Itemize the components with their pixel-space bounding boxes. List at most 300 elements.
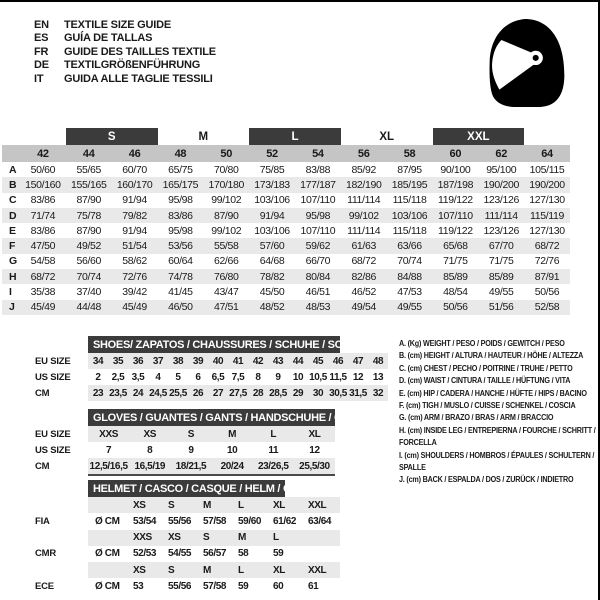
table-cell: 67/70 xyxy=(488,240,514,253)
table-cell: 83/86 xyxy=(168,209,193,222)
table-cell: 55/56 xyxy=(168,580,192,592)
table-cell: 49/52 xyxy=(76,240,101,253)
table-row xyxy=(35,385,388,401)
table-cell: S xyxy=(187,428,195,440)
language-row xyxy=(34,19,216,32)
row-cells xyxy=(88,426,335,442)
table-row xyxy=(35,546,340,563)
table-cell: 91/94 xyxy=(122,194,147,207)
table-cell: 123/126 xyxy=(483,194,519,207)
table-cell: 24,5 xyxy=(149,387,167,399)
table-cell: 95/98 xyxy=(305,209,331,222)
table-cell: 160/170 xyxy=(116,178,153,191)
table-cell: 60 xyxy=(273,580,284,592)
table-cell: 30 xyxy=(312,387,324,399)
row-cells xyxy=(88,458,335,474)
table-cell: 75/78 xyxy=(76,209,101,222)
table-cell: 25,5 xyxy=(169,387,187,399)
row-cells xyxy=(88,385,388,401)
table-cell: 54/58 xyxy=(30,255,56,268)
unit-label: Ø CM xyxy=(95,548,120,560)
table-cell: 8 xyxy=(255,371,261,383)
row-letter: F xyxy=(9,240,16,253)
table-cell: 46/50 xyxy=(168,301,193,314)
table-cell: 37/40 xyxy=(76,286,101,299)
size-column-header: 56 xyxy=(357,147,370,160)
row-label: EU SIZE xyxy=(35,355,71,367)
language-row xyxy=(34,46,216,59)
table-cell: 2,5 xyxy=(111,371,125,383)
table-cell: 83/86 xyxy=(30,194,56,207)
helmet-size-header: XXL xyxy=(308,564,327,576)
row-cells xyxy=(88,578,340,595)
legend-item: F. (cm) TIGH / MUSLO / CUISSE / SCHENKEL / COSCIA xyxy=(399,400,576,411)
table-cell: 90/100 xyxy=(440,163,471,176)
helmet-table xyxy=(35,480,340,595)
table-cell: 46/52 xyxy=(351,286,376,299)
table-cell: 39 xyxy=(192,355,204,367)
table-row xyxy=(35,530,340,546)
table-cell: 4 xyxy=(155,371,161,383)
row-label: CM xyxy=(35,460,50,472)
table-cell: 71/75 xyxy=(443,255,468,268)
table-cell: 63/64 xyxy=(308,515,332,527)
table-cell: 70/80 xyxy=(213,163,239,176)
row-cells xyxy=(88,530,340,546)
table-cell: 71/74 xyxy=(30,209,56,222)
table-cell: 59/62 xyxy=(305,240,331,253)
table-cell: 37 xyxy=(152,355,164,367)
table-cell: 95/100 xyxy=(486,163,517,176)
table-cell: 61/62 xyxy=(273,515,297,527)
table-cell: 49/54 xyxy=(351,301,376,314)
language-row xyxy=(34,32,216,45)
table-cell: 57/58 xyxy=(203,580,227,592)
helmet-rows xyxy=(35,497,340,595)
size-group-band: XXL xyxy=(433,128,525,145)
language-code: EN xyxy=(34,19,49,31)
table-cell: 85/92 xyxy=(351,163,376,176)
row-label: US SIZE xyxy=(35,371,71,383)
size-column-header: 44 xyxy=(82,147,95,160)
table-cell: 53/54 xyxy=(133,515,157,527)
row-label: CM xyxy=(35,387,50,399)
size-group-band: L xyxy=(249,128,341,145)
table-cell: 115/118 xyxy=(392,224,427,237)
helmet-size-header: XXL xyxy=(308,499,327,511)
table-cell: 48 xyxy=(372,355,384,367)
language-title: GUIDE DES TAILLES TEXTILE xyxy=(64,45,216,58)
table-cell: 23/26,5 xyxy=(257,460,289,472)
language-title: TEXTILGRÖßENFÜHRUNG xyxy=(64,59,201,72)
table-cell: 115/119 xyxy=(530,209,564,222)
size-column-header: 50 xyxy=(220,147,233,160)
table-row xyxy=(2,177,570,192)
table-cell: 6 xyxy=(195,371,201,383)
table-row xyxy=(2,284,570,299)
row-cells xyxy=(88,369,388,385)
size-column-header: 64 xyxy=(541,147,553,160)
table-cell: 52/58 xyxy=(534,301,560,314)
row-cells xyxy=(88,497,340,513)
legend-item: J. (cm) BACK / ESPALDA / DOS / ZURÜCK / INDIETRO xyxy=(399,474,574,485)
table-cell: 87/91 xyxy=(534,270,560,283)
table-row xyxy=(35,458,335,474)
table-cell: 182/190 xyxy=(345,178,382,191)
language-list xyxy=(34,19,216,86)
gloves-rows xyxy=(35,426,335,474)
helmet-size-header: M xyxy=(238,532,246,543)
table-cell: 6,5 xyxy=(211,371,225,383)
language-title: GUÍA DE TALLAS xyxy=(64,32,153,45)
unit-label: Ø CM xyxy=(95,515,120,527)
table-cell: 23 xyxy=(92,387,104,399)
table-cell: 20/24 xyxy=(220,460,244,472)
table-cell: 55/58 xyxy=(213,240,239,253)
language-code: ES xyxy=(34,32,49,45)
table-cell: 26 xyxy=(192,387,204,399)
table-cell: 87/90 xyxy=(76,224,101,237)
legend-item: A. (Kg) WEIGHT / PESO / POIDS / GEWITCH / PESO xyxy=(399,338,565,348)
unit-label: Ø CM xyxy=(95,580,120,592)
measurement-rows xyxy=(2,162,570,315)
table-cell: 60/70 xyxy=(122,163,147,176)
size-column-header: 42 xyxy=(37,147,49,160)
table-cell: 80/84 xyxy=(305,270,331,283)
table-cell: 87/90 xyxy=(213,209,239,222)
legend-item: H. (cm) INSIDE LEG / ENTREPIERNA / FOURCHE / SCHRITT / FORCELLA xyxy=(399,424,596,448)
textile-size-table xyxy=(2,128,570,315)
table-cell: 173/183 xyxy=(254,178,290,191)
table-cell: 127/130 xyxy=(529,194,565,207)
shoes-rows xyxy=(35,353,388,401)
table-cell: 75/85 xyxy=(259,163,285,176)
table-cell: 39/42 xyxy=(122,286,147,299)
size-group-band: M xyxy=(198,130,209,143)
language-title: TEXTILE SIZE GUIDE xyxy=(64,19,172,31)
table-cell: 43 xyxy=(272,355,284,367)
table-cell: 68/72 xyxy=(351,255,376,268)
table-cell: 27,5 xyxy=(229,387,247,399)
table-cell: 111/114 xyxy=(347,194,381,207)
table-cell: 53/56 xyxy=(168,240,193,253)
table-cell: 23,5 xyxy=(109,387,127,399)
table-cell: 41 xyxy=(232,355,244,367)
table-cell: 56/60 xyxy=(76,255,101,268)
row-letter: H xyxy=(9,270,17,283)
table-cell: 72/76 xyxy=(534,255,560,268)
table-cell: 103/106 xyxy=(254,194,290,207)
row-label: US SIZE xyxy=(35,444,71,456)
size-group-band: S xyxy=(66,128,158,145)
table-cell: 62/66 xyxy=(213,255,239,268)
table-cell: 18/21,5 xyxy=(175,460,207,472)
legend-item: C. (cm) CHEST / PECHO / POITRINE / TRUHE / PETTO xyxy=(399,362,573,373)
row-cells xyxy=(88,562,340,578)
table-row xyxy=(2,300,570,315)
table-row xyxy=(2,193,570,208)
table-cell: 56/57 xyxy=(203,548,227,560)
row-letter: G xyxy=(9,255,17,268)
table-cell: 59 xyxy=(238,580,249,592)
table-cell: 84/88 xyxy=(397,270,422,283)
table-cell: 115/118 xyxy=(392,194,427,207)
table-cell: 59/60 xyxy=(238,515,262,527)
table-cell: 185/195 xyxy=(391,178,428,191)
table-cell: 46/51 xyxy=(305,286,331,299)
table-cell: 44 xyxy=(292,355,304,367)
table-cell: 48/53 xyxy=(305,301,331,314)
row-label xyxy=(35,562,88,578)
size-column-header: 48 xyxy=(174,147,187,160)
size-column-header: 54 xyxy=(312,147,324,160)
table-cell: 3,5 xyxy=(131,371,145,383)
table-cell: 85/89 xyxy=(443,270,468,283)
table-cell: 165/175 xyxy=(162,178,199,191)
table-row xyxy=(35,562,340,578)
table-cell: 30,5 xyxy=(329,387,347,399)
row-label: CMR xyxy=(35,548,57,560)
table-cell: 187/198 xyxy=(437,178,474,191)
measurement-legend xyxy=(399,337,599,486)
helmet-size-header: L xyxy=(238,499,244,511)
table-cell: 59 xyxy=(273,548,284,560)
table-row xyxy=(2,223,570,238)
table-cell: 45 xyxy=(312,355,324,367)
row-label: ECE xyxy=(35,580,54,592)
table-cell: 29 xyxy=(292,387,304,399)
table-cell: 50/56 xyxy=(534,286,560,299)
table-cell: 49/55 xyxy=(488,286,514,299)
table-cell: 74/78 xyxy=(168,270,193,283)
table-cell: 54/55 xyxy=(168,548,192,560)
table-cell: 31,5 xyxy=(349,387,367,399)
table-cell: 16,5/19 xyxy=(134,460,166,472)
table-cell: 85/89 xyxy=(488,270,514,283)
table-cell: 48/52 xyxy=(259,301,285,314)
helmet-size-header: M xyxy=(203,564,211,576)
row-label: FIA xyxy=(35,515,50,527)
helmet-size-header: M xyxy=(203,499,211,511)
table-cell: 8 xyxy=(147,444,153,456)
table-cell: 170/180 xyxy=(208,178,244,191)
corner-spacer xyxy=(2,128,20,145)
table-cell: 48/54 xyxy=(443,286,468,299)
table-row xyxy=(35,426,335,442)
table-cell: 95/98 xyxy=(168,194,193,207)
table-cell: 107/110 xyxy=(300,194,336,207)
helmet-size-header: S xyxy=(203,532,210,543)
table-cell: 155/165 xyxy=(70,178,107,191)
table-cell: 12 xyxy=(309,444,320,456)
table-cell: 41/45 xyxy=(168,286,193,299)
table-cell: 10,5 xyxy=(309,371,327,383)
table-cell: 99/102 xyxy=(211,194,242,207)
legend-item: E. (cm) HIP / CADERA / HANCHE / HÜFTE / HIPS / BACINO xyxy=(399,387,587,398)
legend-item: G. (cm) ARM / BRAZO / BRAS / ARM / BRACCIO xyxy=(399,412,554,423)
table-cell: 49/55 xyxy=(397,301,422,314)
gloves-table-title: GLOVES / GUANTES / GANTS / HANDSCHUHE / GUANTI xyxy=(88,409,335,426)
table-cell: 91/94 xyxy=(122,224,147,237)
row-letter: B xyxy=(9,178,17,191)
table-cell: 28,5 xyxy=(269,387,287,399)
size-group-row xyxy=(2,128,570,145)
table-cell: 35 xyxy=(112,355,124,367)
size-number-row xyxy=(2,145,570,162)
row-cells xyxy=(88,513,340,530)
helmet-table-title: HELMET / CASCO / CASQUE / HELM / CASCO xyxy=(88,480,285,497)
table-cell: 10 xyxy=(226,444,238,456)
table-cell: 107/110 xyxy=(438,209,473,222)
helmet-size-header: L xyxy=(273,532,279,543)
helmet-size-header: S xyxy=(168,499,175,511)
table-cell: 70/74 xyxy=(397,255,422,268)
table-cell: 38 xyxy=(172,355,184,367)
table-cell: 190/200 xyxy=(529,178,565,191)
table-cell: 63/66 xyxy=(397,240,422,253)
table-cell: 65/75 xyxy=(168,163,193,176)
table-cell: 11,5 xyxy=(329,371,347,383)
table-cell: 43/47 xyxy=(213,286,239,299)
table-cell: 36 xyxy=(132,355,144,367)
table-row xyxy=(2,254,570,269)
helmet-size-header: L xyxy=(238,564,244,576)
table-cell: 50/56 xyxy=(443,301,468,314)
row-label: EU SIZE xyxy=(35,428,71,440)
table-cell: 150/160 xyxy=(25,178,61,191)
table-cell: 65/68 xyxy=(443,240,468,253)
table-cell: 47 xyxy=(352,355,364,367)
legend-item: B. (cm) HEIGHT / ALTURA / HAUTEUR / HÖHE / ALTEZZA xyxy=(399,350,584,361)
table-cell: 45/49 xyxy=(30,301,56,314)
size-column-header: 52 xyxy=(266,147,278,160)
table-cell: 58 xyxy=(238,548,249,560)
table-cell: 57/58 xyxy=(203,515,227,527)
table-row xyxy=(35,513,340,530)
legend-item: D. (cm) WAIST / CINTURA / TAILLE / HÜFTUNG / VITA xyxy=(399,375,571,386)
table-cell: 32 xyxy=(372,387,384,399)
table-cell: 70/74 xyxy=(76,270,101,283)
helmet-size-header: XXS xyxy=(133,532,152,543)
table-cell: 55/65 xyxy=(76,163,101,176)
table-cell: 12,5/16,5 xyxy=(89,460,128,472)
table-cell: 7,5 xyxy=(231,371,245,383)
helmet-size-header: XS xyxy=(133,499,146,511)
table-cell: 47/50 xyxy=(30,240,56,253)
table-cell: 50/60 xyxy=(30,163,56,176)
table-row xyxy=(2,208,570,223)
table-cell: 79/82 xyxy=(122,209,147,222)
table-cell: M xyxy=(228,428,237,440)
table-cell: 127/130 xyxy=(529,224,565,237)
table-cell: 87/90 xyxy=(76,194,101,207)
table-cell: 82/86 xyxy=(351,270,376,283)
table-cell: 25,5/30 xyxy=(299,460,330,472)
table-cell: XS xyxy=(143,428,157,440)
table-cell: 2 xyxy=(95,371,101,383)
band-spacer xyxy=(20,128,66,145)
table-cell: 47/51 xyxy=(213,301,239,314)
table-cell: 45/49 xyxy=(122,301,147,314)
table-cell: 61/63 xyxy=(351,240,376,253)
helmet-size-header: XS xyxy=(168,532,181,543)
table-cell: 12 xyxy=(352,371,364,383)
size-column-header: 60 xyxy=(449,147,462,160)
table-cell: 52/53 xyxy=(133,548,157,560)
table-cell: 78/82 xyxy=(259,270,285,283)
row-letter: J xyxy=(9,301,15,314)
size-column-header: 58 xyxy=(403,147,416,160)
table-cell: 11 xyxy=(268,444,279,456)
table-cell: 47/53 xyxy=(397,286,422,299)
table-cell: 68/72 xyxy=(30,270,56,283)
table-cell: XL xyxy=(308,428,321,440)
table-cell: 99/102 xyxy=(211,224,242,237)
band-spacer xyxy=(524,128,570,145)
table-cell: 44/48 xyxy=(76,301,101,314)
row-letter: A xyxy=(9,163,17,176)
table-cell: 55/56 xyxy=(168,515,192,527)
row-cells xyxy=(88,442,335,458)
table-cell: 177/187 xyxy=(300,178,336,191)
table-cell: 24 xyxy=(132,387,144,399)
table-cell: 190/200 xyxy=(483,178,519,191)
table-cell: 9 xyxy=(275,371,281,383)
size-column-header: 46 xyxy=(128,147,141,160)
language-code: FR xyxy=(34,45,49,58)
language-code: DE xyxy=(34,59,49,72)
racing-helmet-icon xyxy=(487,19,567,107)
table-cell: 10 xyxy=(292,371,304,383)
helmet-size-header: XL xyxy=(273,499,285,511)
shoes-table xyxy=(35,336,388,401)
legend-item: I. (cm) SHOULDERS / HOMBROS / ÉPAULES / SCHULTERN / SPALLE xyxy=(399,449,595,473)
table-cell: 42 xyxy=(252,355,264,367)
language-row xyxy=(34,73,216,86)
table-cell: L xyxy=(270,428,277,440)
table-row xyxy=(2,269,570,284)
table-cell: 40 xyxy=(212,355,224,367)
table-cell: 111/114 xyxy=(347,224,381,237)
row-label xyxy=(35,497,88,513)
table-cell: 5 xyxy=(175,371,181,383)
section-divider xyxy=(88,474,335,476)
table-cell: 66/70 xyxy=(305,255,331,268)
table-row xyxy=(2,238,570,253)
size-group-band: XL xyxy=(379,130,395,143)
table-row xyxy=(35,369,388,385)
table-cell: 119/122 xyxy=(438,224,473,237)
table-cell: 53 xyxy=(133,580,144,592)
row-cells xyxy=(88,353,388,369)
table-cell: 28 xyxy=(252,387,264,399)
row-letter: E xyxy=(9,224,16,237)
table-cell: 46 xyxy=(332,355,344,367)
table-row xyxy=(35,578,340,595)
table-cell: 87/95 xyxy=(397,163,422,176)
table-cell: 103/106 xyxy=(391,209,428,222)
helmet-size-header: XL xyxy=(273,564,285,576)
table-cell: 34 xyxy=(92,355,104,367)
table-cell: 95/98 xyxy=(168,224,193,237)
size-column-header: 62 xyxy=(495,147,508,160)
table-cell: 71/75 xyxy=(488,255,514,268)
table-cell: 64/68 xyxy=(259,255,285,268)
table-cell: 45/50 xyxy=(259,286,285,299)
language-title: GUIDA ALLE TAGLIE TESSILI xyxy=(64,72,213,85)
table-cell: 51/54 xyxy=(122,240,147,253)
table-cell: 58/62 xyxy=(122,255,147,268)
